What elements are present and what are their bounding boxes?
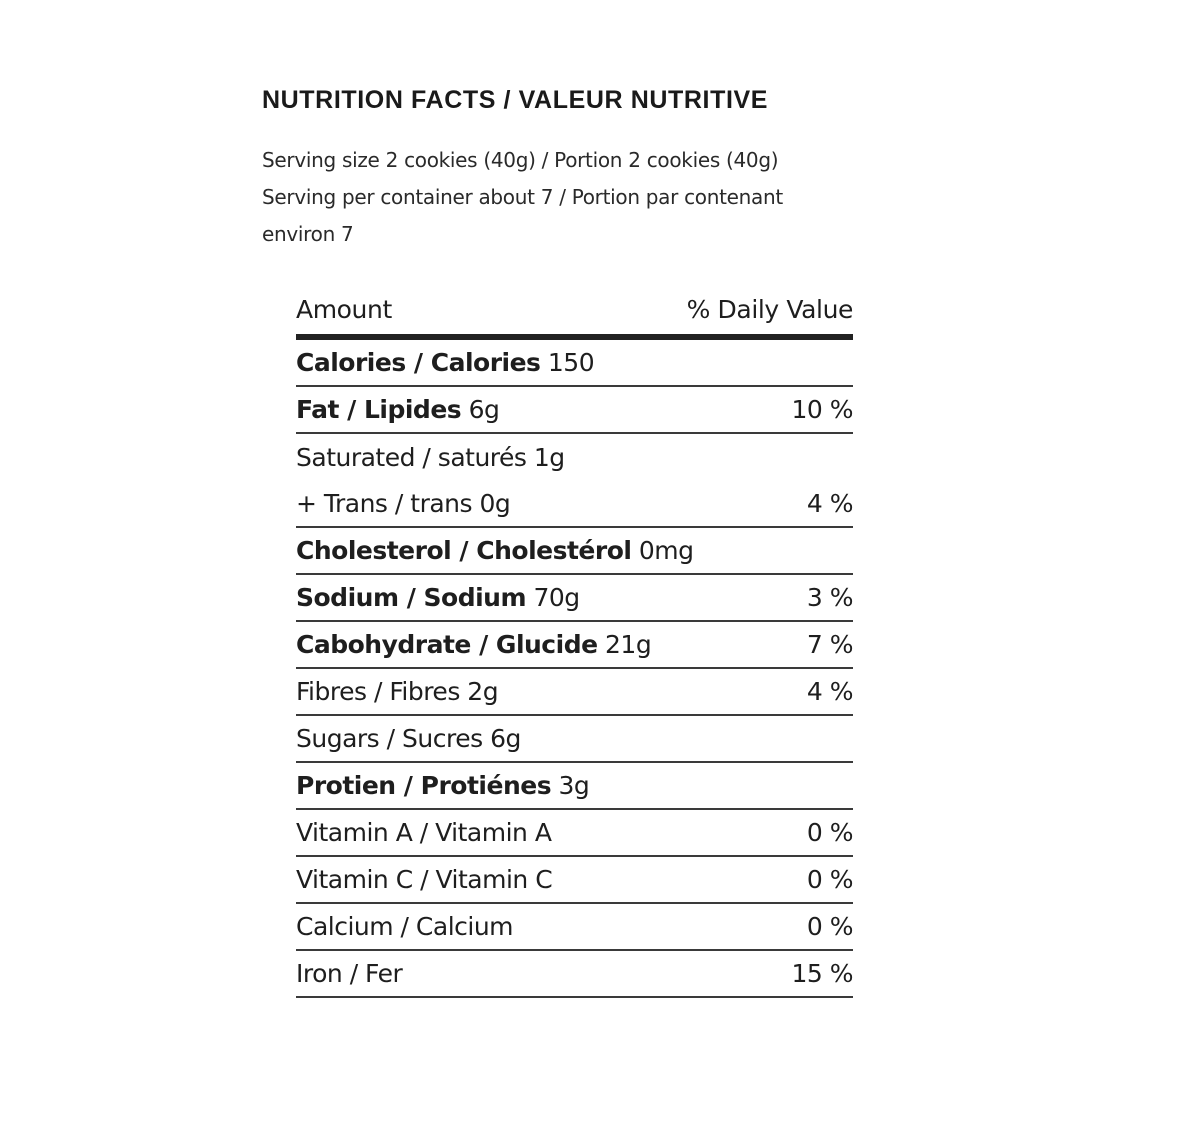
nutrient-row-calories xyxy=(296,340,853,387)
nutrient-dv: 15 % xyxy=(791,959,853,988)
nutrient-name: Cabohydrate / Glucide xyxy=(296,630,598,659)
nutrient-row-fat xyxy=(296,387,853,434)
serving-line: Serving size 2 cookies (40g) / Portion 2 cookies (40g) xyxy=(262,148,779,172)
nutrient-amount: Vitamin A / Vitamin A xyxy=(296,818,552,847)
nutrient-amount: Vitamin C / Vitamin C xyxy=(296,865,553,894)
nutrient-row-saturated xyxy=(296,434,853,481)
table-header xyxy=(296,288,853,340)
nutrient-row-trans xyxy=(296,481,853,528)
nutrient-dv: 0 % xyxy=(806,818,853,847)
nutrient-amount: 6g xyxy=(461,395,500,424)
serving-line: environ 7 xyxy=(262,222,354,246)
nutrient-amount: 21g xyxy=(597,630,652,659)
nutrient-amount: 0mg xyxy=(631,536,694,565)
nutrient-dv: 7 % xyxy=(806,630,853,659)
nutrient-amount: Fibres / Fibres 2g xyxy=(296,677,499,706)
nutrition-table xyxy=(296,288,853,998)
serving-info xyxy=(262,142,862,253)
nutrient-amount: Iron / Fer xyxy=(296,959,403,988)
nutrient-row-protein xyxy=(296,763,853,810)
nutrient-dv: 4 % xyxy=(806,489,853,518)
nutrient-name: Fat / Lipides xyxy=(296,395,462,424)
nutrient-dv: 0 % xyxy=(806,912,853,941)
amount-header: Amount xyxy=(296,294,392,324)
label-title: NUTRITION FACTS / VALEUR NUTRITIVE xyxy=(262,86,769,114)
nutrient-name: Calories / Calories xyxy=(296,348,541,377)
nutrient-row-vitamin-a xyxy=(296,810,853,857)
nutrient-dv: 10 % xyxy=(791,395,853,424)
nutrient-dv: 0 % xyxy=(806,865,853,894)
nutrient-row-fibres xyxy=(296,669,853,716)
nutrient-amount: 70g xyxy=(526,583,580,612)
daily-value-header: % Daily Value xyxy=(686,294,853,324)
nutrient-row-sodium xyxy=(296,575,853,622)
nutrient-amount: + Trans / trans 0g xyxy=(296,489,511,518)
nutrient-row-iron xyxy=(296,951,853,998)
nutrient-row-sugars xyxy=(296,716,853,763)
nutrient-amount: 3g xyxy=(551,771,590,800)
nutrient-name: Protien / Protiénes xyxy=(296,771,552,800)
nutrient-dv: 4 % xyxy=(806,677,853,706)
nutrient-amount: 150 xyxy=(540,348,595,377)
nutrient-dv: 3 % xyxy=(806,583,853,612)
nutrient-row-calcium xyxy=(296,904,853,951)
nutrient-row-carbohydrate xyxy=(296,622,853,669)
nutrient-name: Cholesterol / Cholestérol xyxy=(296,536,632,565)
nutrient-row-cholesterol xyxy=(296,528,853,575)
nutrient-amount: Sugars / Sucres 6g xyxy=(296,724,521,753)
serving-line: Serving per container about 7 / Portion par contenant xyxy=(262,185,783,209)
nutrient-amount: Calcium / Calcium xyxy=(296,912,514,941)
nutrient-name: Sodium / Sodium xyxy=(296,583,527,612)
nutrient-amount: Saturated / saturés 1g xyxy=(296,443,565,472)
nutrient-row-vitamin-c xyxy=(296,857,853,904)
